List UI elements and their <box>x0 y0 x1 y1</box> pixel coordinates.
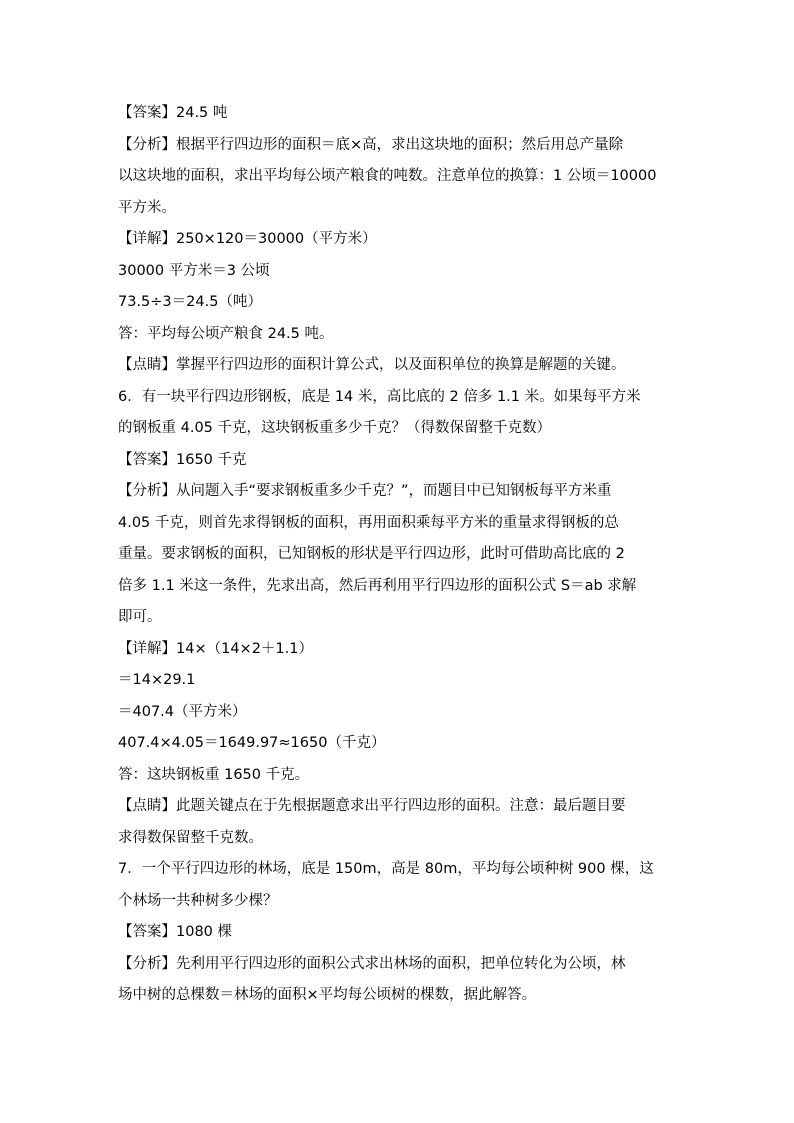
question-line: 7．一个平行四边形的林场，底是 150m，高是 80m，平均每公顷种树 900 棵，这 <box>118 861 654 877</box>
analysis-line: 场中树的总棵数＝林场的面积×平均每公顷树的棵数，据此解答。 <box>118 987 537 1003</box>
analysis-line: 【分析】从问题入手“要求钢板重多少千克？”，而题目中已知钢板每平方米重 <box>118 483 612 499</box>
reply-line: 答：这块钢板重 1650 千克。 <box>118 767 310 783</box>
detail-line: 73.5÷3＝24.5（吨） <box>118 294 262 310</box>
analysis-line: 即可。 <box>118 609 162 625</box>
analysis-line: 【分析】先利用平行四边形的面积公式求出林场的面积，把单位转化为公顷，林 <box>118 956 626 972</box>
answer-line: 【答案】24.5 吨 <box>118 105 228 121</box>
detail-line: 407.4×4.05＝1649.97≈1650（千克） <box>118 735 386 751</box>
question-line: 的钢板重 4.05 千克，这块钢板重多少千克？（得数保留整千克数） <box>118 420 552 436</box>
analysis-line: 4.05 千克，则首先求得钢板的面积，再用面积乘每平方米的重量求得钢板的总 <box>118 515 619 531</box>
reply-line: 答：平均每公顷产粮食 24.5 吨。 <box>118 326 334 342</box>
analysis-line: 重量。要求钢板的面积，已知钢板的形状是平行四边形，此时可借助高比底的 2 <box>118 546 625 562</box>
detail-line: 30000 平方米＝3 公顷 <box>118 263 270 279</box>
detail-line: 【详解】250×120＝30000（平方米） <box>118 231 377 247</box>
detail-line: 【详解】14×（14×2＋1.1） <box>118 641 313 657</box>
detail-line: ＝14×29.1 <box>118 672 196 688</box>
analysis-line: 倍多 1.1 米这一条件，先求出高，然后再利用平行四边形的面积公式 S＝ab 求解 <box>118 578 637 594</box>
key-point-line: 【点睛】此题关键点在于先根据题意求出平行四边形的面积。注意：最后题目要 <box>118 798 626 814</box>
answer-line: 【答案】1080 棵 <box>118 924 233 940</box>
analysis-line: 以这块地的面积，求出平均每公顷产粮食的吨数。注意单位的换算：1 公顷＝10000 <box>118 168 657 184</box>
question-line: 个林场一共种树多少棵？ <box>118 893 278 909</box>
analysis-line: 【分析】根据平行四边形的面积＝底×高，求出这块地的面积；然后用总产量除 <box>118 137 624 153</box>
question-line: 6．有一块平行四边形钢板，底是 14 米，高比底的 2 倍多 1.1 米。如果每平方米 <box>118 389 641 405</box>
detail-line: ＝407.4（平方米） <box>118 704 247 720</box>
analysis-line: 平方米。 <box>118 200 176 216</box>
key-point-line: 【点睛】掌握平行四边形的面积计算公式，以及面积单位的换算是解题的关键。 <box>118 357 626 373</box>
answer-line: 【答案】1650 千克 <box>118 452 247 468</box>
key-point-line: 求得数保留整千克数。 <box>118 830 263 846</box>
